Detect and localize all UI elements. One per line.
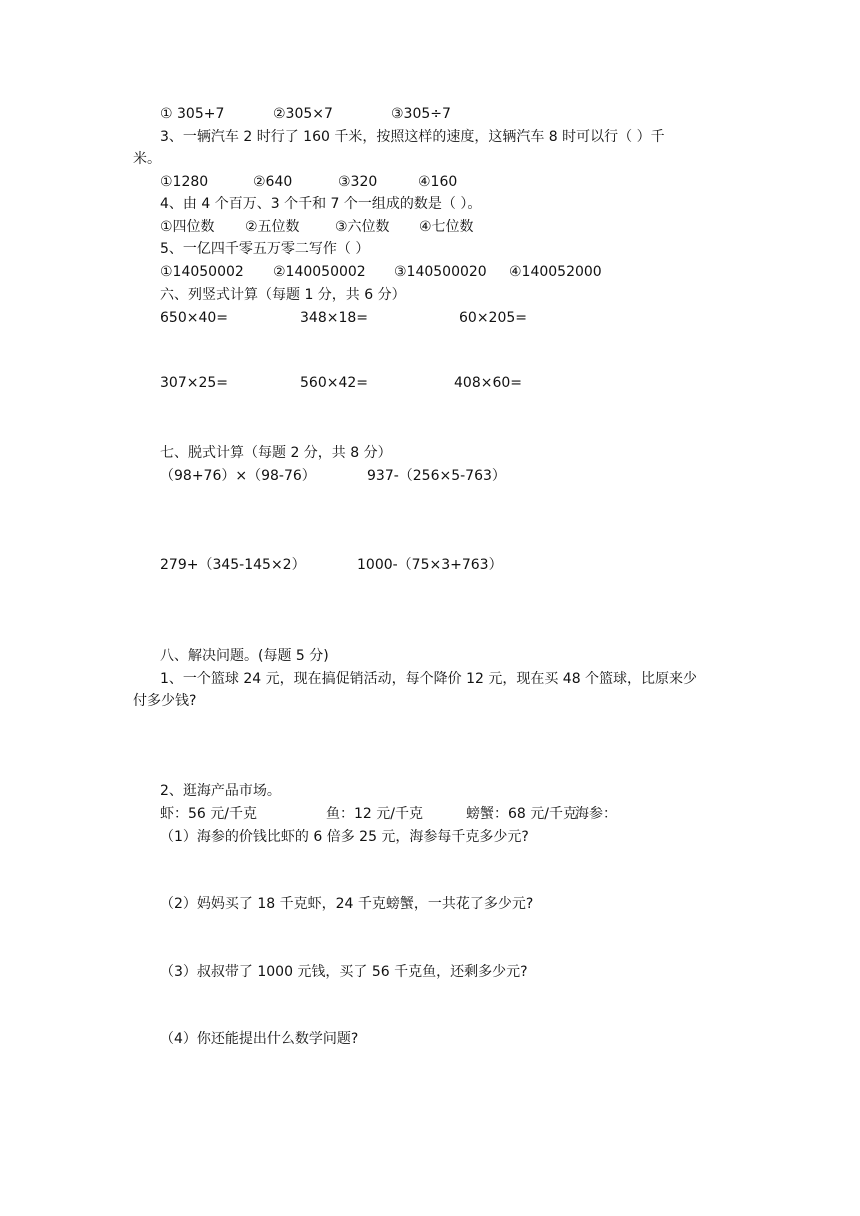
calc-item: 1000-（75×3+763） — [357, 557, 503, 573]
problem2-title: 2、逛海产品市场。 — [160, 783, 281, 799]
q3-text-continued: 米。 — [133, 151, 161, 167]
problem2-sub2: （2）妈妈买了 18 千克虾，24 千克螃蟹，一共花了多少元? — [160, 896, 534, 912]
q4-option-c: ③六位数 — [335, 219, 390, 235]
price-sea-cucumber: 海参： — [575, 806, 617, 822]
calc-item: 937-（256×5-763） — [367, 468, 506, 484]
price-crab: 螃蟹：68 元/千克 — [466, 806, 577, 822]
section7-title: 七、脱式计算（每题 2 分，共 8 分） — [160, 445, 392, 461]
section6-title: 六、列竖式计算（每题 1 分，共 6 分） — [160, 287, 406, 303]
q3-option-a: ①1280 — [160, 174, 209, 190]
q4-option-d: ④七位数 — [419, 219, 474, 235]
q5-option-a: ①14050002 — [160, 264, 244, 280]
problem1-line2: 付多少钱? — [133, 693, 197, 709]
q3-text: 3、一辆汽车 2 时行了 160 千米，按照这样的速度，这辆汽车 8 时可以行（ ）千 — [160, 129, 665, 145]
calc-item: （98+76）×（98-76） — [160, 468, 316, 484]
q4-option-b: ②五位数 — [245, 219, 300, 235]
q2-option-a: ① 305+7 — [160, 106, 225, 122]
q2-option-b: ②305×7 — [273, 106, 333, 122]
calc-item: 279+（345-145×2） — [160, 557, 306, 573]
calc-item: 560×42= — [300, 375, 368, 391]
q3-option-b: ②640 — [253, 174, 293, 190]
price-shrimp: 虾：56 元/千克 — [160, 806, 257, 822]
calc-item: 348×18= — [300, 310, 368, 326]
problem2-sub4: （4）你还能提出什么数学问题? — [160, 1031, 359, 1047]
q5-text: 5、一亿四千零五万零二写作（ ） — [160, 241, 370, 257]
section8-title: 八、解决问题。(每题 5 分) — [160, 648, 329, 664]
problem2-sub3: （3）叔叔带了 1000 元钱，买了 56 千克鱼，还剩多少元? — [160, 964, 528, 980]
q4-text: 4、由 4 个百万、3 个千和 7 个一组成的数是（ ）。 — [160, 196, 482, 212]
problem2-sub1: （1）海参的价钱比虾的 6 倍多 25 元，海参每千克多少元? — [160, 829, 529, 845]
q5-option-b: ②140050002 — [273, 264, 366, 280]
calc-item: 408×60= — [454, 375, 522, 391]
calc-item: 60×205= — [459, 310, 527, 326]
q3-option-d: ④160 — [418, 174, 458, 190]
calc-item: 650×40= — [160, 310, 228, 326]
problem1-line1: 1、一个篮球 24 元，现在搞促销活动，每个降价 12 元，现在买 48 个篮球，比原来少 — [160, 671, 698, 687]
price-fish: 鱼：12 元/千克 — [326, 806, 423, 822]
q2-option-c: ③305÷7 — [391, 106, 451, 122]
calc-item: 307×25= — [160, 375, 228, 391]
q5-option-d: ④140052000 — [509, 264, 602, 280]
q4-option-a: ①四位数 — [160, 219, 215, 235]
q5-option-c: ③140500020 — [394, 264, 487, 280]
q3-option-c: ③320 — [338, 174, 378, 190]
